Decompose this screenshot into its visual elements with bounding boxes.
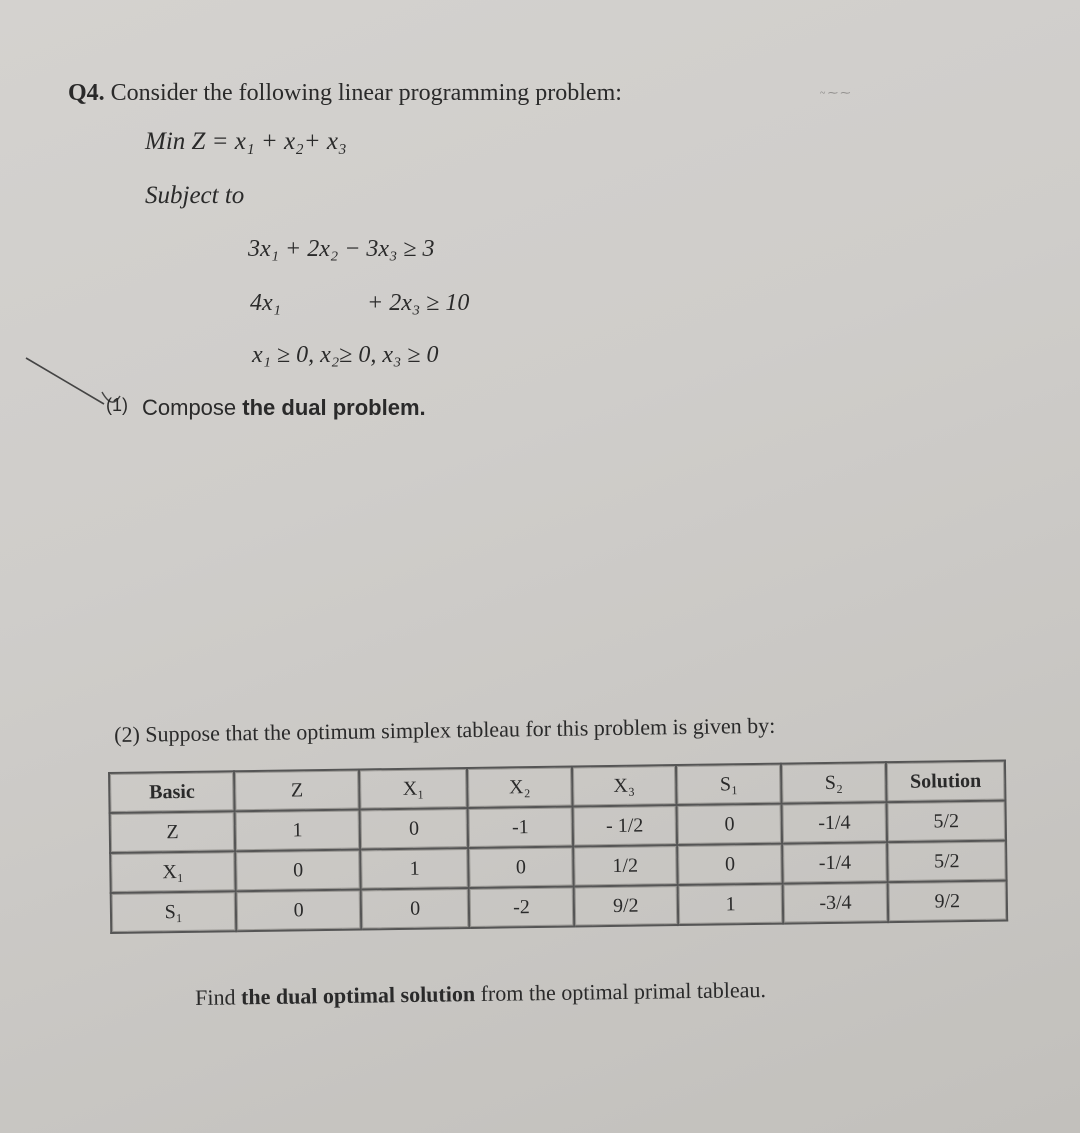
header-s1: S₁: [676, 764, 782, 805]
find-text-bold: the dual optimal solution: [240, 981, 476, 1010]
smudge-mark: ~ ⁓ ⁓: [820, 88, 851, 99]
header-x2: X₂: [467, 767, 572, 808]
table-cell: -2: [469, 887, 574, 928]
header-s2: S₂: [781, 762, 886, 803]
question-title: [68, 80, 622, 107]
part1-prompt: [142, 395, 426, 421]
header-solution: Solution: [886, 760, 1006, 802]
constraint-2-right: + 2x₃ ≥ 10: [367, 290, 470, 316]
table-cell: 0: [236, 849, 361, 891]
table-cell: 1: [678, 884, 784, 925]
part1-number: (1): [106, 395, 128, 415]
find-text-plain-1: Find: [195, 984, 236, 1010]
table-cell: 0: [360, 808, 469, 850]
objective-function: Min Z = x₁ + x₂+ x₃: [145, 128, 347, 155]
constraint-2-left: 4x₁: [250, 290, 281, 316]
table-cell: - 1/2: [572, 805, 677, 846]
table-cell: 1: [235, 809, 360, 851]
table-cell: 9/2: [573, 885, 678, 926]
header-basic: Basic: [109, 771, 235, 813]
find-dual-prompt: [195, 977, 766, 1011]
question-intro: Consider the following linear programming problem:: [110, 80, 622, 106]
part2-prompt: (2) Suppose that the optimum simplex tableau for this problem is given by:: [114, 712, 776, 747]
part1-text-plain: Compose: [142, 395, 237, 420]
table-cell: -1/4: [782, 802, 887, 843]
table-cell: 0: [236, 889, 361, 931]
table-cell: S₁: [111, 891, 237, 933]
table-cell: 0: [361, 888, 470, 930]
table-cell: 0: [468, 847, 573, 888]
find-text-plain-2: from the optimal primal tableau.: [480, 977, 767, 1007]
table-cell: 9/2: [887, 880, 1007, 922]
table-cell: -3/4: [783, 882, 888, 923]
part1-text-bold: the dual problem.: [242, 395, 426, 420]
table-cell: 0: [677, 844, 783, 885]
subject-to-label: Subject to: [145, 182, 245, 209]
table-cell: 5/2: [886, 800, 1006, 842]
simplex-tableau: [108, 759, 1008, 934]
header-x1: X₁: [359, 768, 468, 810]
header-z: Z: [234, 769, 359, 811]
table-cell: X₁: [110, 851, 236, 893]
table-cell: 0: [677, 804, 783, 845]
nonnegativity-constraints: x₁ ≥ 0, x₂≥ 0, x₃ ≥ 0: [252, 342, 439, 368]
constraint-1: 3x₁ + 2x₂ − 3x₃ ≥ 3: [248, 236, 435, 262]
table-cell: 1: [360, 848, 469, 890]
question-label: Q4.: [68, 80, 105, 106]
table-cell: Z: [110, 811, 236, 853]
header-x3: X₃: [572, 765, 677, 806]
table-cell: 1/2: [573, 845, 678, 886]
table-cell: -1: [468, 807, 573, 848]
table-cell: -1/4: [782, 842, 887, 883]
table-cell: 5/2: [887, 840, 1007, 882]
